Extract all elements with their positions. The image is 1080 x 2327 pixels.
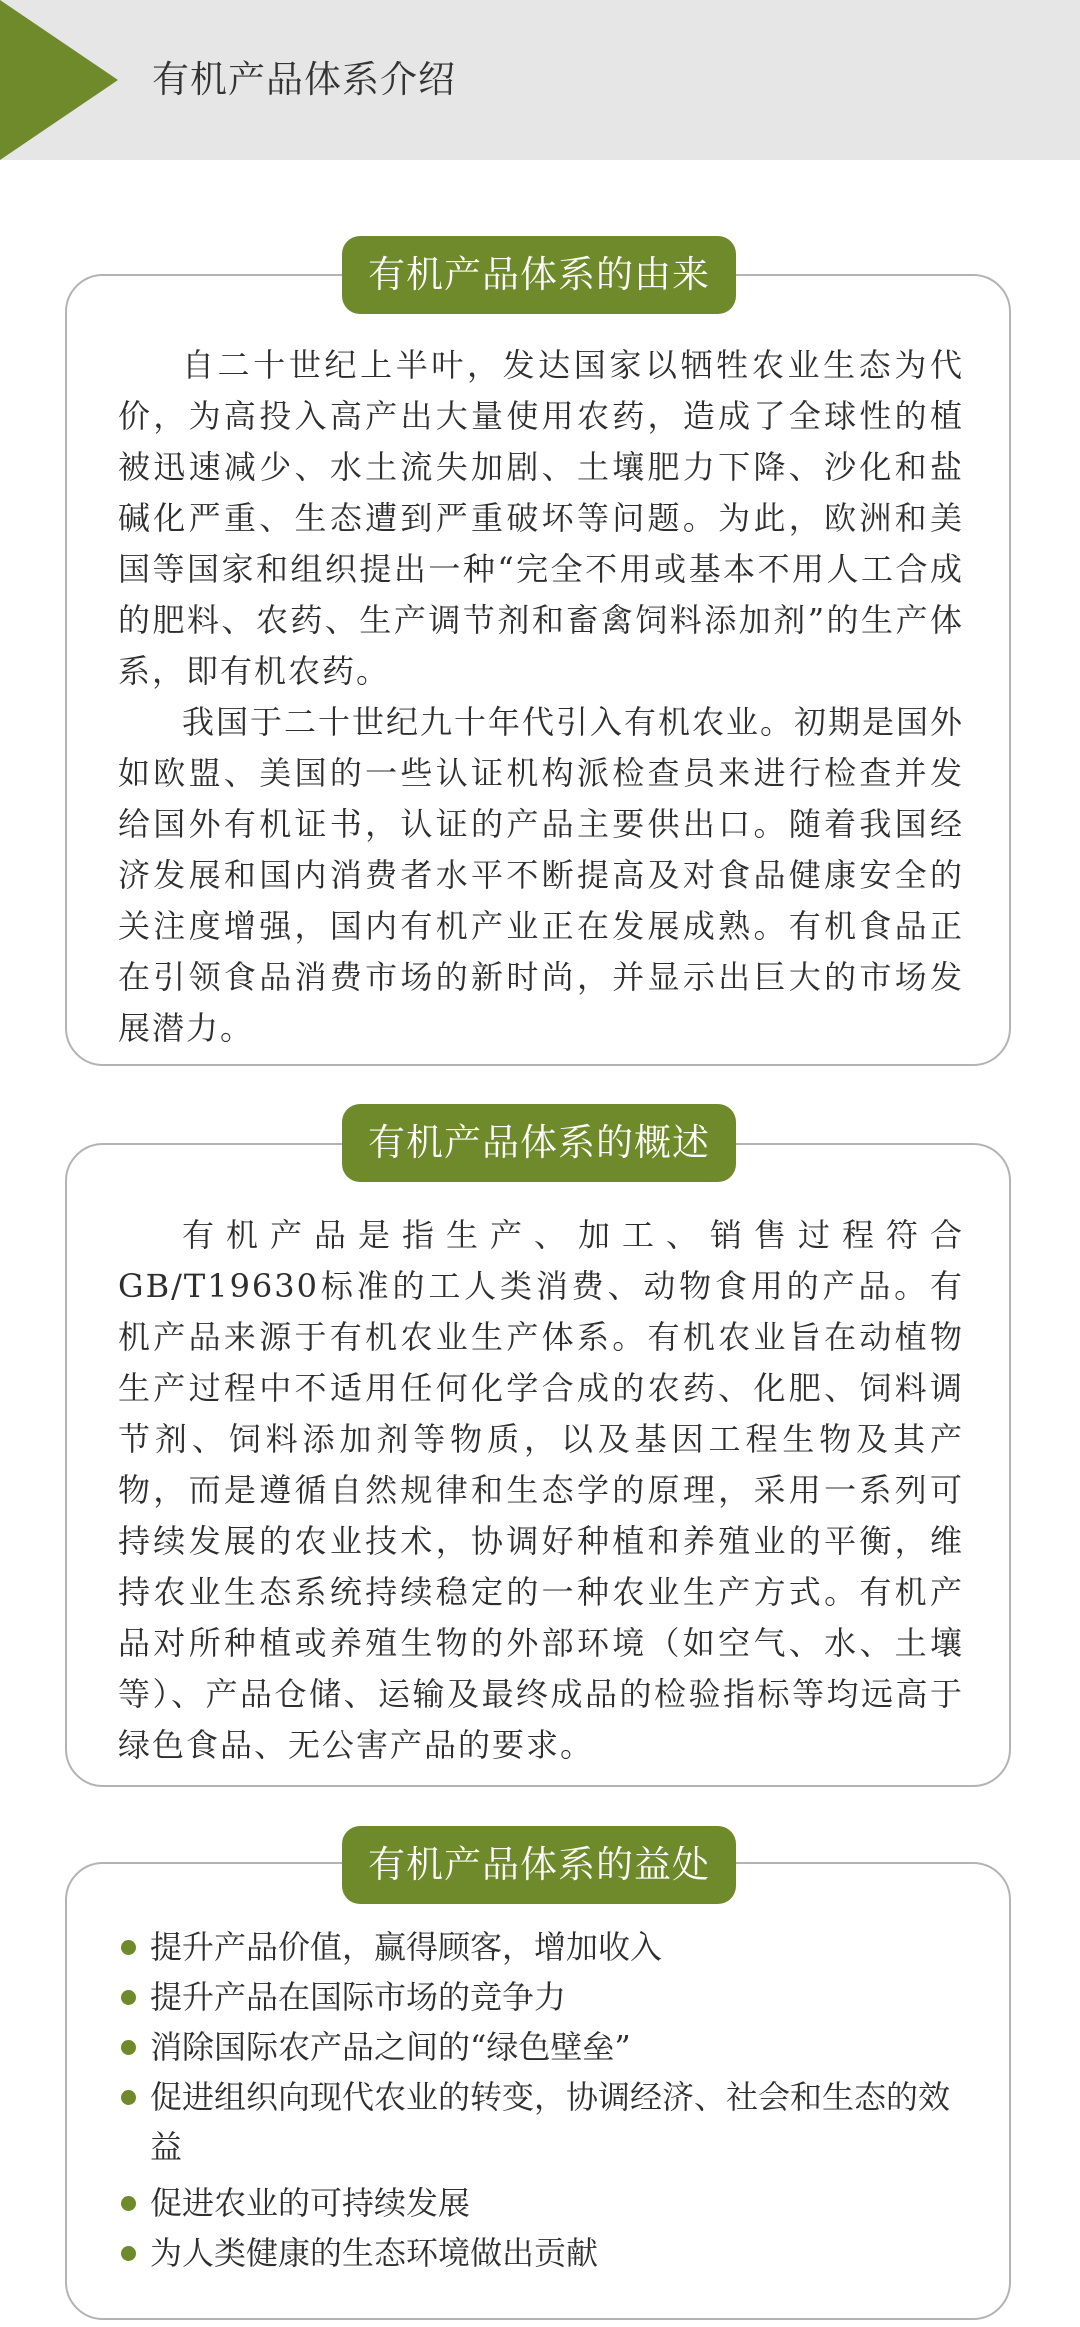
- benefits-list: [118, 1922, 964, 2278]
- list-item: [118, 1972, 964, 2022]
- bullet-dot-icon: [121, 2040, 136, 2055]
- list-item-text: 促进农业的可持续发展: [150, 2184, 471, 2222]
- list-item: [118, 2072, 964, 2172]
- bullet-dot-icon: [121, 1940, 136, 1955]
- list-item: [118, 2178, 964, 2228]
- list-item-text: 促进组织向现代农业的转变，协调经济、社会和生态的效益: [150, 2078, 951, 2166]
- header-arrow-icon: [0, 0, 118, 160]
- section-overview-body: [118, 1210, 964, 1771]
- bullet-dot-icon: [121, 2196, 136, 2211]
- page-header: [0, 0, 1080, 160]
- section-origin-heading: 有机产品体系的由来: [342, 236, 736, 314]
- list-item-text: 消除国际农产品之间的“绿色壁垒”: [150, 2028, 631, 2066]
- section-overview-paragraph-1: 有机产品是指生产、加工、销售过程符合GB/T19630标准的工人类消费、动物食用的产品。有机产品来源于有机农业生产体系。有机农业旨在动植物生产过程中不适用任何化学合成的农药、化肥、饲料调节剂、饲料添加剂等物质，以及基因工程生物及其产物，而是遵循自然规律和生态学的原理，采用一系列可持续发展的农业技术，协调好种植和养殖业的平衡，维持农业生态系统持续稳定的一种农业生产方式。有机产品对所种植或养殖生物的外部环境（如空气、水、土壤等）、产品仓储、运输及最终成品的检验指标等均远高于绿色食品、无公害产品的要求。: [118, 1216, 964, 1764]
- list-item: [118, 1922, 964, 1972]
- bullet-dot-icon: [121, 2090, 136, 2105]
- list-item-text: 提升产品在国际市场的竞争力: [150, 1978, 567, 2016]
- section-overview-heading: 有机产品体系的概述: [342, 1104, 736, 1182]
- list-item: [118, 2228, 964, 2278]
- section-origin-paragraph-1: 自二十世纪上半叶，发达国家以牺牲农业生态为代价，为高投入高产出大量使用农药，造成了全球性的植被迅速减少、水土流失加剧、土壤肥力下降、沙化和盐碱化严重、生态遭到严重破坏等问题。为此，欧洲和美国等国家和组织提出一种“完全不用或基本不用人工合成的肥料、农药、生产调节剂和畜禽饲料添加剂”的生产体系，即有机农药。: [118, 346, 964, 690]
- bullet-dot-icon: [121, 2246, 136, 2261]
- page-title: 有机产品体系介绍: [152, 58, 456, 101]
- section-origin-paragraph-2: 我国于二十世纪九十年代引入有机农业。初期是国外如欧盟、美国的一些认证机构派检查员来进行检查并发给国外有机证书，认证的产品主要供出口。随着我国经济发展和国内消费者水平不断提高及对食品健康安全的关注度增强，国内有机产业正在发展成熟。有机食品正在引领食品消费市场的新时尚，并显示出巨大的市场发展潜力。: [118, 703, 965, 1047]
- section-origin-body: [118, 340, 964, 1054]
- bullet-dot-icon: [121, 1990, 136, 2005]
- list-item: [118, 2022, 964, 2072]
- section-benefits-heading: 有机产品体系的益处: [342, 1826, 736, 1904]
- list-item-text: 提升产品价值，赢得顾客，增加收入: [150, 1928, 663, 1966]
- list-item-text: 为人类健康的生态环境做出贡献: [150, 2234, 599, 2272]
